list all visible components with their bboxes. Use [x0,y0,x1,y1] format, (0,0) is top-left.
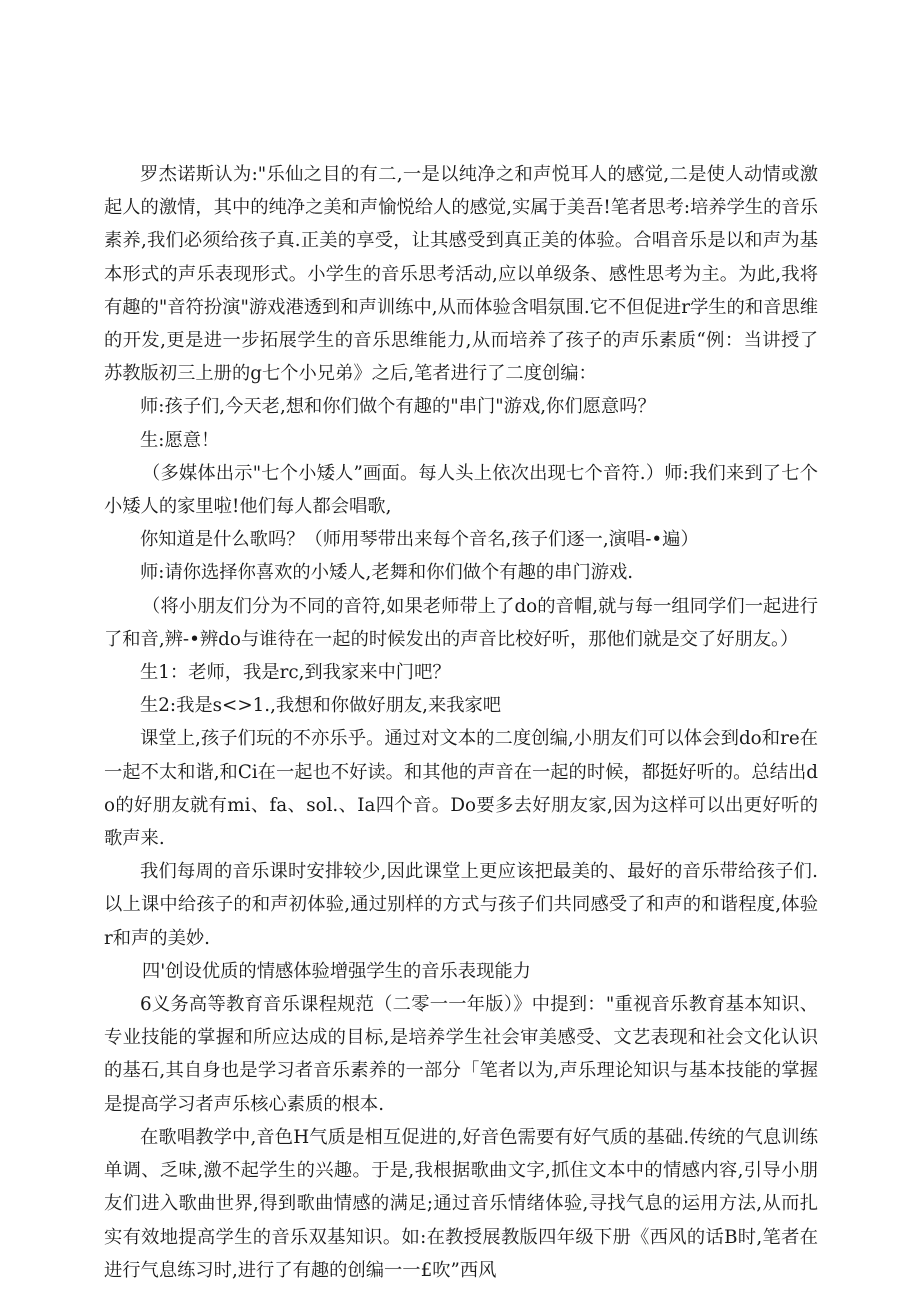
paragraph-singing: 在歌唱教学中,音色H气质是相互促进的,好音色需要有好气质的基础.传统的气息训练单调、乏味,激不起学生的兴趣。于是,我根据歌曲文字,抓住文本中的情感内容,引导小朋友们进入歌曲世界,得到歌曲情感的满足;通过音乐情绪体验,寻找气息的运用方法,从而扎实有效地提高学生的音乐双基知识。如:在教授展教版四年级下册《西风的话B时,笔者在进行气息练习时,进行了有趣的创编一一£吹”西风 [104,1126,818,1281]
dialogue-teacher-3: 师:请你选择你喜欢的小矮人,老舞和你们做个有趣的串门游戏. [140,562,634,584]
dialogue-teacher-1: 师:孩子们,今天老,想和你们做个有趣的"串门"游戏,你们愿意吗？ [140,396,656,418]
body-text [104,158,818,1287]
section-heading: 四'创设优质的情感体验增强学生的音乐表现能力 [142,960,531,982]
dialogue-student-1: 生:愿意！ [140,429,220,451]
paragraph-classroom: 课堂上,孩子们玩的不亦乐乎。通过对文本的二度创编,小朋友们可以体会到do和re在一起不太和谐,和Ci在一起也不好读。和其他的声音在一起的时候，都挺好听的。总结出do的好朋友就有mi、fa、sol.、Ia四个音。Do要多去好朋友家,因为这样可以出更好听的歌声来. [104,728,818,850]
stage-direction-1: （多媒体出示"七个小矮人”画面。每人头上依次出现七个音符.）师:我们来到了七个小矮人的家里啦!他们每人都会唱歌, [104,462,818,518]
dialogue-student-2: 生1：老师，我是rc,到我家来中门吧？ [140,662,451,684]
paragraph-intro: 罗杰诺斯认为:"乐仙之目的有二,一是以纯净之和声悦耳人的感觉,二是使人动情或激起人的激情，其中的纯净之美和声愉悦给人的感觉,实属于美吾!笔者思考:培养学生的音乐素养,我们必须给孩子真.正美的享受，让其感受到真正美的体验。合唱音乐是以和声为基本形式的声乐表现形式。小学生的音乐思考活动,应以单级条、感性思考为主。为此,我将有趣的"音符扮演"游戏港透到和声训练中,从而体验含唱氛围.它不但促进r学生的和音思维的开发,更是进一步拓展学生的音乐思维能力,从而培养了孩子的声乐素质“例：当讲授了苏教版初三上册的g七个小兄弟》之后,笔者进行了二度创编： [104,164,819,385]
stage-direction-2: （将小朋友们分为不同的音符,如果老师带上了do的音帽,就与每一组同学们一起进行了和音,辨-•辨do与谁待在一起的时候发出的声音比校好听，那他们就是交了好朋友。） [104,595,818,650]
paragraph-weekly: 我们每周的音乐课时安排较少,因此课堂上更应该把最美的、最好的音乐带给孩子们.以上课中给孩子的和声初体验,通过别样的方式与孩子们共同感受了和声的和谐程度,体验r和声的美妙. [104,861,818,949]
dialogue-student-3: 生2:我是s<>1.,我想和你做好朋友,来我家吧 [140,695,502,717]
dialogue-teacher-2: 你知道是什么歌吗？（师用琴带出来每个音名,孩子们逐一,演唱-•遍） [140,529,699,551]
paragraph-standards: 6义务高等教育音乐课程规范（二零一一年版）》中提到："重视音乐教育基本知识、专业技能的掌握和所应达成的目标,是培养学生社会审美感受、文艺表现和社会文化认识的基石,其自身也是学习者音乐素养的一部分「笔者以为,声乐理论知识与基本技能的掌握是提高学习者声乐核心素质的根本. [104,994,818,1115]
